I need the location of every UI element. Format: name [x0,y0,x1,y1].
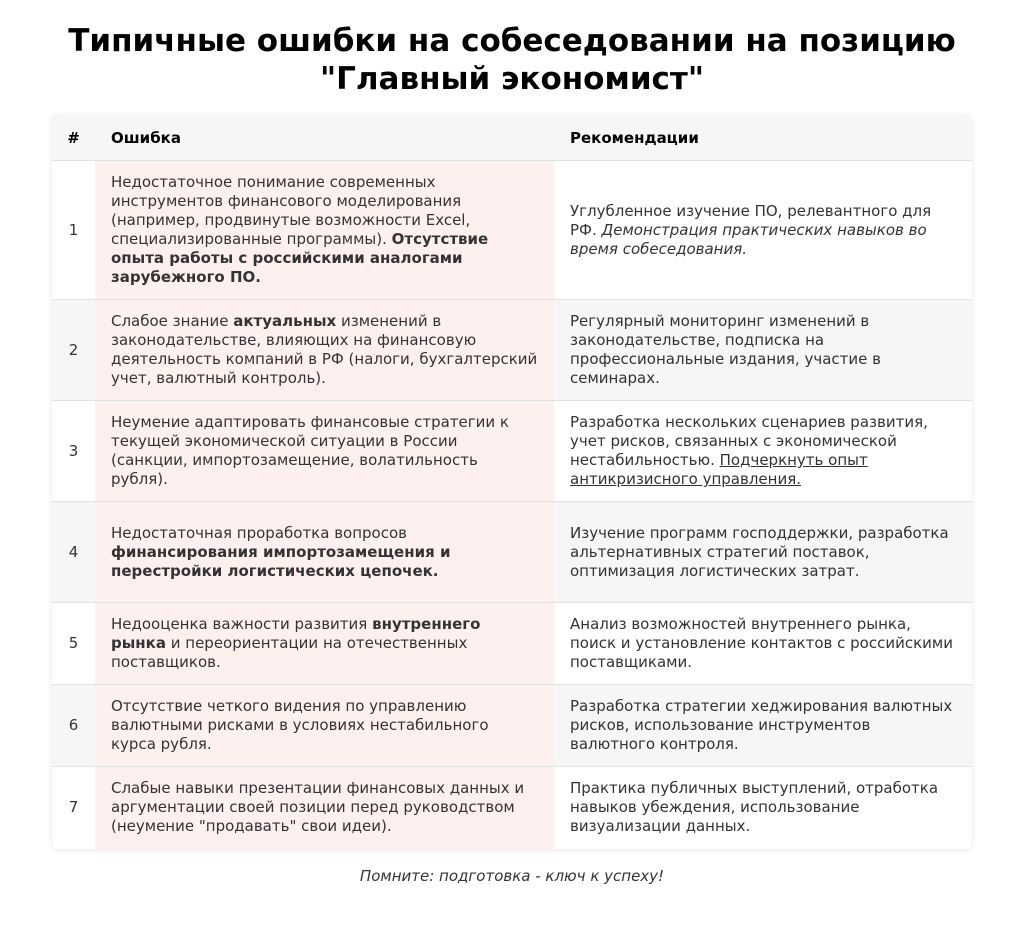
error-text: Недостаточная проработка вопросов [111,523,407,542]
error-text: Отсутствие четкого видения по управлению валютными рисками в условиях нестабильного курса рубля. [111,697,489,753]
row-number: 6 [52,685,95,767]
table-row [52,685,972,767]
error-emphasis: актуальных [233,312,337,330]
error-cell [95,300,554,401]
error-text: Недооценка важности развития [111,615,368,633]
error-emphasis: Отсутствие опыта работы с российскими аналогами зарубежного ПО. [111,230,489,286]
table-row [52,300,972,401]
table-header-row [52,115,972,161]
row-number: 4 [52,502,95,603]
table-row [52,401,972,502]
error-text: Слабое знание [111,312,229,330]
recommendation-text: Разработка стратегии хеджирования валютных рисков, использование инструментов валютного контроля. [570,697,953,753]
row-number: 3 [52,401,95,502]
recommendation-cell [554,685,972,767]
recommendation-cell [554,767,972,849]
error-text: Слабые навыки презентации финансовых данных и аргументации своей позиции перед руководством (неумение "продавать" свои идеи). [111,779,525,836]
recommendation-cell [554,300,972,401]
error-text-continued: и переориентации на отечественных поставщиков. [111,634,468,671]
error-cell [95,767,554,849]
header-error: Ошибка [95,115,554,161]
page-title [0,22,1024,98]
error-text: Недостаточное понимание современных инструментов финансового моделирования (например, продвинутые возможности Excel, специализированные программы). [111,173,471,248]
title-line-1: Типичные ошибки на собеседовании на позицию [68,23,956,59]
mistakes-table [52,115,972,849]
table-row [52,161,972,300]
error-text: Неумение адаптировать финансовые стратегии к текущей экономической ситуации в России (санкции, импортозамещение, волатильность рубля). [111,413,509,488]
recommendation-cell [554,161,972,300]
error-cell [95,603,554,685]
row-number: 5 [52,603,95,685]
recommendation-cell [554,401,972,502]
error-cell [95,685,554,767]
error-cell [95,161,554,300]
error-emphasis: финансирования импортозамещения и перестройки логистических цепочек. [111,542,451,580]
row-number: 1 [52,161,95,300]
table-row [52,502,972,603]
recommendation-text: Изучение программ господдержки, разработка альтернативных стратегий поставок, оптимизация логистических затрат. [570,523,949,580]
mistakes-table-card [52,115,972,849]
error-cell [95,502,554,603]
recommendation-cell [554,502,972,603]
header-num: # [52,115,95,161]
recommendation-cell [554,603,972,685]
recommendation-text: Углубленное изучение ПО, релевантного для РФ. [570,201,932,239]
row-number: 7 [52,767,95,849]
title-line-2: "Главный экономист" [319,61,705,97]
recommendation-text: Разработка нескольких сценариев развития, учет рисков, связанных с экономической нестабильностью. [570,413,928,469]
row-number: 2 [52,300,95,401]
table-row [52,767,972,849]
table-row [52,603,972,685]
error-emphasis: внутреннего рынка [111,615,481,652]
header-recommendation: Рекомендации [554,115,972,161]
footer-note: Помните: подготовка - ключ к успеху! [359,867,665,885]
recommendation-text: Анализ возможностей внутреннего рынка, поиск и установление контактов с российскими поставщиками. [570,615,953,671]
recommendation-underlined: Подчеркнуть опыт антикризисного управления. [570,451,868,488]
recommendation-text: Практика публичных выступлений, отработка навыков убеждения, использование визуализации данных. [570,779,939,836]
recommendation-italic: Демонстрация практических навыков во время собеседования. [570,220,927,258]
error-cell [95,401,554,502]
error-text-continued: изменений в законодательстве, влияющих на финансовую деятельность компаний в РФ (налоги, бухгалтерский учет, валютный контроль). [111,312,538,387]
recommendation-text: Регулярный мониторинг изменений в законодательстве, подписка на профессиональные издания, участие в семинарах. [570,312,881,387]
